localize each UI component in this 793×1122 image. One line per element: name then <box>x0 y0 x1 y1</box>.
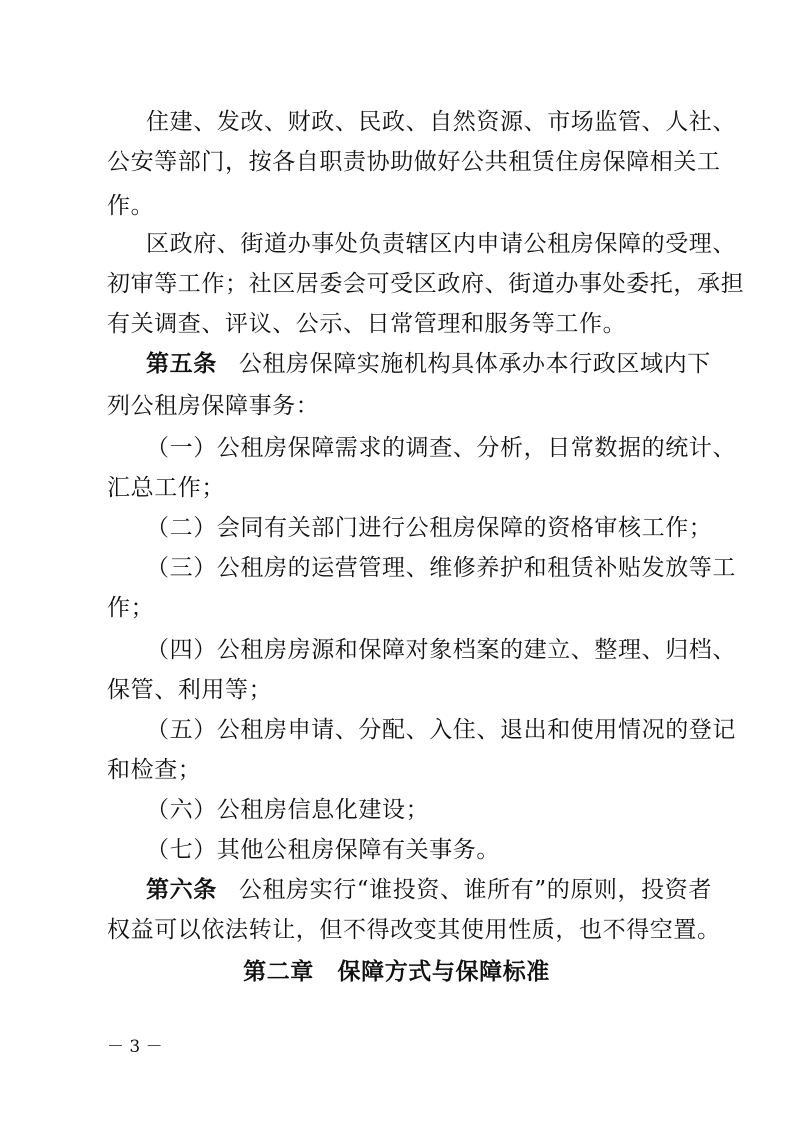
list-item-2: （二）会同有关部门进行公租房保障的资格审核工作； <box>146 515 713 541</box>
paragraph-line: 作。 <box>107 193 155 219</box>
paragraph-line: 区政府、街道办事处负责辖区内申请公租房保障的受理、 <box>146 231 736 257</box>
paragraph-line: 保管、利用等； <box>107 677 273 703</box>
list-item-3: （三）公租房的运营管理、维修养护和租赁补贴发放等工 <box>146 555 736 581</box>
list-item-7: （七）其他公租房保障有关事务。 <box>146 837 500 863</box>
paragraph-line: 初审等工作；社区居委会可受区政府、街道办事处委托，承担 <box>107 271 745 297</box>
article-6-text: 公租房实行“谁投资、谁所有”的原则，投资者 <box>238 877 712 903</box>
paragraph-line: 和检查； <box>107 757 202 783</box>
paragraph-line: 汇总工作； <box>107 475 225 501</box>
paragraph-line: 列公租房保障事务： <box>107 393 320 419</box>
paragraph-line: 有关调查、评议、公示、日常管理和服务等工作。 <box>107 311 627 337</box>
paragraph-line: 公安等部门，按各自职责协助做好公共租赁住房保障相关工 <box>107 149 721 175</box>
article-6-line <box>146 874 793 906</box>
list-item-5: （五）公租房申请、分配、入住、退出和使用情况的登记 <box>146 717 736 743</box>
chapter-heading: 第二章 保障方式与保障标准 <box>243 958 550 985</box>
article-5-text: 公租房保障实施机构具体承办本行政区域内下 <box>238 351 711 377</box>
paragraph-line: 权益可以依法转让，但不得改变其使用性质，也不得空置。 <box>107 917 721 943</box>
list-item-6: （六）公租房信息化建设； <box>146 797 430 823</box>
article-6-label: 第六条 <box>146 876 217 903</box>
paragraph-line: 住建、发改、财政、民政、自然资源、市场监管、人社、 <box>146 109 736 135</box>
list-item-1: （一）公租房保障需求的调查、分析，日常数据的统计、 <box>146 435 736 461</box>
list-item-4: （四）公租房房源和保障对象档案的建立、整理、归档、 <box>146 637 736 663</box>
article-5-label: 第五条 <box>146 350 217 377</box>
page-number: － 3 － <box>107 1037 163 1057</box>
article-5-line <box>146 348 793 380</box>
paragraph-line: 作； <box>107 595 155 621</box>
